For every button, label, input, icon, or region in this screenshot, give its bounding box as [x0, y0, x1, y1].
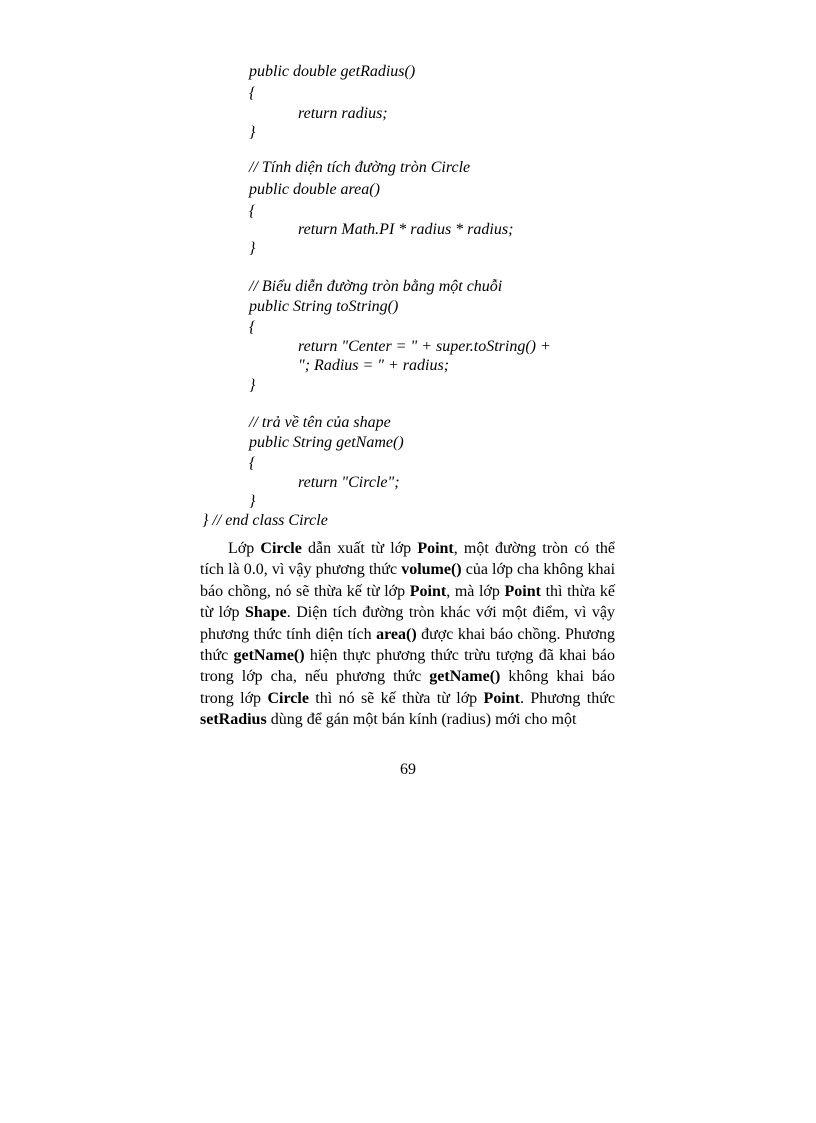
code-line: public double getRadius() — [249, 63, 416, 80]
bold-term: getName() — [233, 647, 305, 665]
text-run: dẫn xuất từ lớp — [301, 540, 418, 557]
code-line: } // end class Circle — [202, 512, 328, 529]
code-line: public String toString() — [249, 298, 399, 315]
code-line: { — [249, 203, 256, 220]
text-run: không khai báo trong lớp — [200, 668, 615, 707]
code-comment: // Tính diện tích đường tròn Circle — [249, 159, 471, 176]
text-run: , mà lớp — [446, 582, 505, 600]
body-paragraph — [200, 538, 615, 731]
code-line: } — [249, 493, 256, 510]
text-run: . Diện tích đường tròn khác với một điểm, vì vậy phương thức tính diện tích — [200, 604, 615, 643]
code-line: } — [249, 377, 256, 394]
code-line: return "Circle"; — [298, 474, 400, 491]
bold-term: Point — [483, 689, 520, 707]
code-line: return radius; — [298, 105, 388, 122]
code-line: { — [249, 319, 256, 336]
text-run: thì thừa kế từ lớp — [200, 582, 616, 622]
code-line: { — [249, 85, 256, 102]
page-number: 69 — [400, 761, 416, 778]
code-line: } — [249, 240, 256, 257]
code-line: { — [249, 455, 256, 472]
bold-term: getName() — [429, 668, 501, 686]
text-run: được khai báo chồng. Phương thức — [200, 625, 616, 665]
code-comment: // Biểu diễn đường tròn bằng một chuỗi — [249, 278, 503, 295]
text-run: . Phương thức — [520, 689, 616, 707]
bold-term: setRadius — [200, 711, 267, 729]
code-line: public double area() — [249, 181, 380, 198]
bold-term: Point — [504, 582, 541, 600]
code-line: return "Center = " + super.toString() + — [298, 338, 551, 355]
code-comment: // trả về tên của shape — [249, 414, 391, 431]
code-line: public String getName() — [249, 434, 404, 451]
bold-term: Point — [409, 582, 447, 600]
text-run: dùng để gán một bán kính (radius) mới cho một — [266, 711, 577, 729]
text-run: hiện thực phương thức trừu tượng đã khai báo trong lớp cha, nếu phương thức — [200, 647, 615, 686]
text-run: của lớp cha không khai báo chồng, nó sẽ thừa kế từ lớp — [200, 561, 616, 600]
bold-term: area() — [376, 625, 417, 643]
code-line: return Math.PI * radius * radius; — [298, 221, 514, 238]
bold-term: Circle — [267, 689, 309, 707]
bold-term: Point — [417, 540, 454, 557]
bold-term: Circle — [260, 540, 302, 557]
bold-term: volume() — [401, 561, 462, 579]
code-line: "; Radius = " + radius; — [298, 357, 450, 374]
bold-term: Shape — [244, 604, 287, 622]
text-run: thì nó sẽ kế thừa từ lớp — [308, 689, 484, 707]
code-line: } — [249, 124, 256, 141]
text-run: Lớp — [228, 540, 261, 557]
text-run: , một đường tròn có thể tích là 0.0, vì vậy phương thức — [200, 540, 615, 579]
